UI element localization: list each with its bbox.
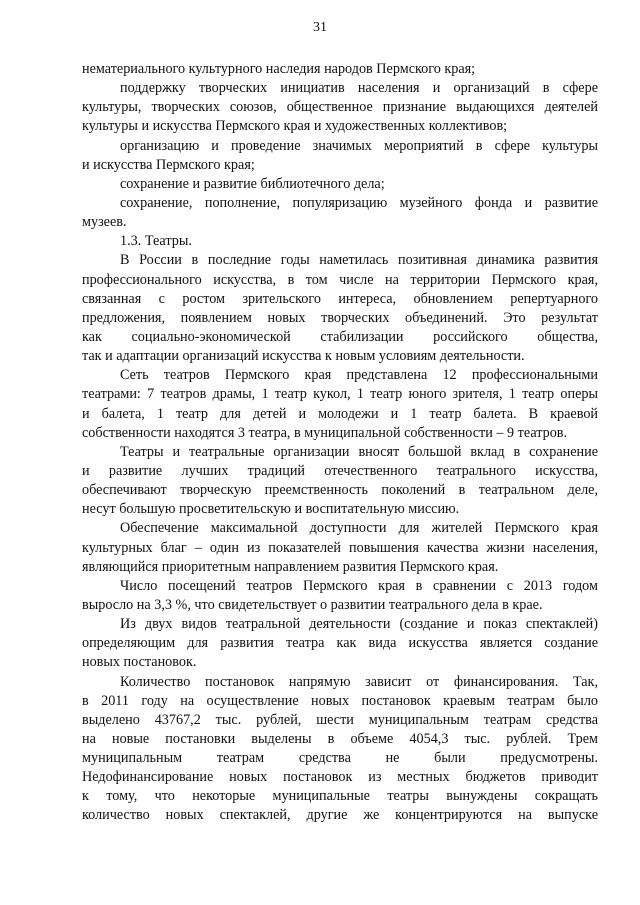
text-line: Недофинансирование новых постановок из местных бюджетов приводит: [82, 769, 598, 786]
text-line: Число посещений театров Пермского края в сравнении с 2013 годом: [120, 577, 598, 594]
page-number: 31: [313, 20, 327, 35]
text-line: музеев.: [82, 214, 127, 231]
text-line: 1.3. Театры.: [120, 233, 192, 250]
text-line: как социально-экономической стабилизации российского общества,: [82, 328, 598, 345]
text-line: Обеспечение максимальной доступности для жителей Пермского края: [120, 520, 598, 537]
text-line: профессионального искусства, в том числе на территории Пермского края,: [82, 271, 598, 288]
text-line: Количество постановок напрямую зависит от финансирования. Так,: [120, 673, 598, 690]
text-line: Из двух видов театральной деятельности (создание и показ спектаклей): [120, 616, 598, 633]
text-line: предложения, появлением новых творческих объединений. Это результат: [82, 309, 598, 326]
text-line: связанная с ростом зрительского интереса, обновлением репертуарного: [82, 290, 598, 307]
text-line: обеспечивают творческую преемственность поколений в театральном деле,: [82, 482, 598, 499]
text-line: к тому, что некоторые муниципальные театры вынуждены сокращать: [82, 788, 598, 805]
text-line: выросло на 3,3 %, что свидетельствует о развитии театрального дела в крае.: [82, 596, 543, 613]
text-line: сохранение и развитие библиотечного дела;: [120, 175, 385, 192]
text-line: собственности находятся 3 театра, в муниципальной собственности – 9 театров.: [82, 424, 568, 441]
text-line: организацию и проведение значимых мероприятий в сфере культуры: [120, 137, 598, 154]
text-line: сохранение, пополнение, популяризацию музейного фонда и развитие: [120, 194, 598, 211]
text-line: муниципальным театрам средства не были предусмотрены.: [82, 750, 598, 767]
text-line: выделено 43767,2 тыс. рублей, шести муниципальным театрам средства: [82, 711, 598, 728]
document-body: [82, 60, 598, 826]
text-line: количество новых спектаклей, другие же концентрируются на выпуске: [82, 807, 598, 824]
text-line: культурных благ – один из показателей повышения качества жизни населения,: [82, 539, 598, 556]
text-line: Сеть театров Пермского края представлена 12 профессиональными: [120, 367, 598, 384]
text-line: поддержку творческих инициатив населения и организаций в сфере: [120, 80, 598, 97]
text-line: так и адаптации организаций искусства к новым условиям деятельности.: [82, 348, 525, 365]
text-line: и развитие лучших традиций отечественного театрального искусства,: [82, 462, 598, 479]
text-line: В России в последние годы наметилась позитивная динамика развития: [120, 252, 598, 269]
text-line: в 2011 году на осуществление новых постановок краевым театрам было: [82, 692, 598, 709]
text-line: нематериального культурного наследия народов Пермского края;: [82, 61, 476, 77]
text-line: культуры и искусства Пермского края и художественных коллективов;: [82, 118, 508, 135]
text-line: являющийся приоритетным направлением развития Пермского края.: [82, 558, 499, 575]
text-line: новых постановок.: [82, 654, 197, 671]
text-line: культуры, творческих союзов, общественное признание выдающихся деятелей: [82, 99, 598, 116]
text-line: Театры и театральные организации вносят большой вклад в сохранение: [120, 443, 598, 460]
text-line: театрами: 7 театров драмы, 1 театр кукол, 1 театр юного зрителя, 1 театр оперы: [82, 386, 598, 403]
text-line: определяющим для развития театра как вида искусства является создание: [82, 635, 598, 652]
text-line: и балета, 1 театр для детей и молодежи и 1 театр балета. В краевой: [82, 405, 598, 422]
text-line: на новые постановки выделены в объеме 4054,3 тыс. рублей. Трем: [82, 730, 598, 747]
text-line: и искусства Пермского края;: [82, 156, 255, 173]
text-line: несут большую просветительскую и воспитательную миссию.: [82, 501, 460, 518]
